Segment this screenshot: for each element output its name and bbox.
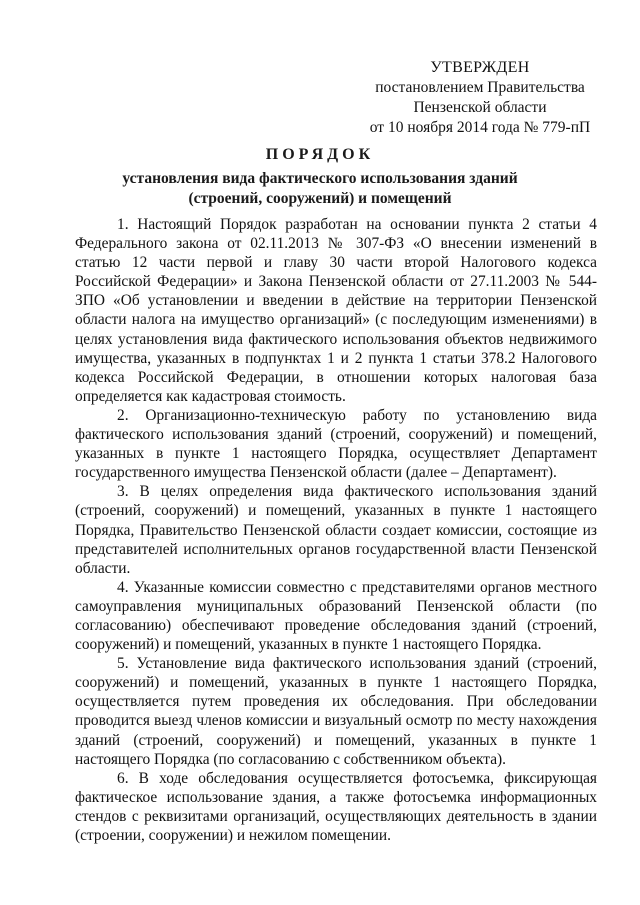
approval-line-3: от 10 ноября 2014 года № 779-пП <box>369 119 591 136</box>
document-subtitle-line-1: установления вида фактического использования зданий <box>122 170 518 187</box>
approval-heading: УТВЕРЖДЕН <box>430 59 530 76</box>
document-title: ПОРЯДОК <box>265 146 375 163</box>
approval-line-1: постановлением Правительства <box>375 79 585 96</box>
document-subtitle-line-2: (строений, сооружений) и помещений <box>188 190 452 207</box>
document-body <box>75 215 597 845</box>
paragraph-3: 3. В целях определения вида фактического использования зданий (строений, сооружений) и помещений, указанных в пункте 1 настоящего Порядка, Правительство Пензенской области создает комиссии, состоящие из представителей исполнительных органов государственной власти Пензенской области. <box>75 483 597 577</box>
paragraph-5: 5. Установление вида фактического использования зданий (строений, сооружений) и помещений, указанных в пункте 1 настоящего Порядка, осуществляется путем проведения их обследования. При обследовании проводится выезд членов комиссии и визуальный осмотр по месту нахождения зданий (строений, сооружений) и помещений, указанных в пункте 1 настоящего Порядка (по согласованию с собственником объекта). <box>75 655 597 768</box>
paragraph-2: 2. Организационно-техническую работу по установлению вида фактического использования зданий (строений, сооружений) и помещений, указанных в пункте 1 настоящего Порядка, осуществляет Департамент государственного имущества Пензенской области (далее – Департамент). <box>75 406 597 482</box>
approval-line-2: Пензенской области <box>413 99 547 116</box>
paragraph-6: 6. В ходе обследования осуществляется фотосъемка, фиксирующая фактическое использование здания, а также фотосъемка информационных стендов с реквизитами организаций, осуществляющих деятельность в здании (строении, сооружении) и нежилом помещении. <box>75 769 597 844</box>
paragraph-4: 4. Указанные комиссии совместно с представителями органов местного самоуправления муниципальных образований Пензенской области (по согласованию) обеспечивают проведение обследования зданий (строений, сооружений) и помещений, указанных в пункте 1 настоящего Порядка. <box>75 578 597 654</box>
approval-stamp <box>360 58 600 138</box>
paragraph-1: 1. Настоящий Порядок разработан на основании пункта 2 статьи 4 Федерального закона от 02.11.2013 № 307-ФЗ «О внесении изменений в статью 12 части первой и главу 30 части второй Налогового кодекса Российской Федерации» и Закона Пензенской области от 27.11.2003 № 544-ЗПО «Об установлении и введении в действие на территории Пензенской области налога на имущество организаций» (с последующим изменениями) в целях установления вида фактического использования объектов недвижимого имущества, указанных в подпунктах 1 и 2 пункта 1 статьи 378.2 Налогового кодекса Российской Федерации, в отношении которых налоговая база определяется как кадастровая стоимость. <box>75 216 597 405</box>
document-title-block <box>60 145 580 209</box>
